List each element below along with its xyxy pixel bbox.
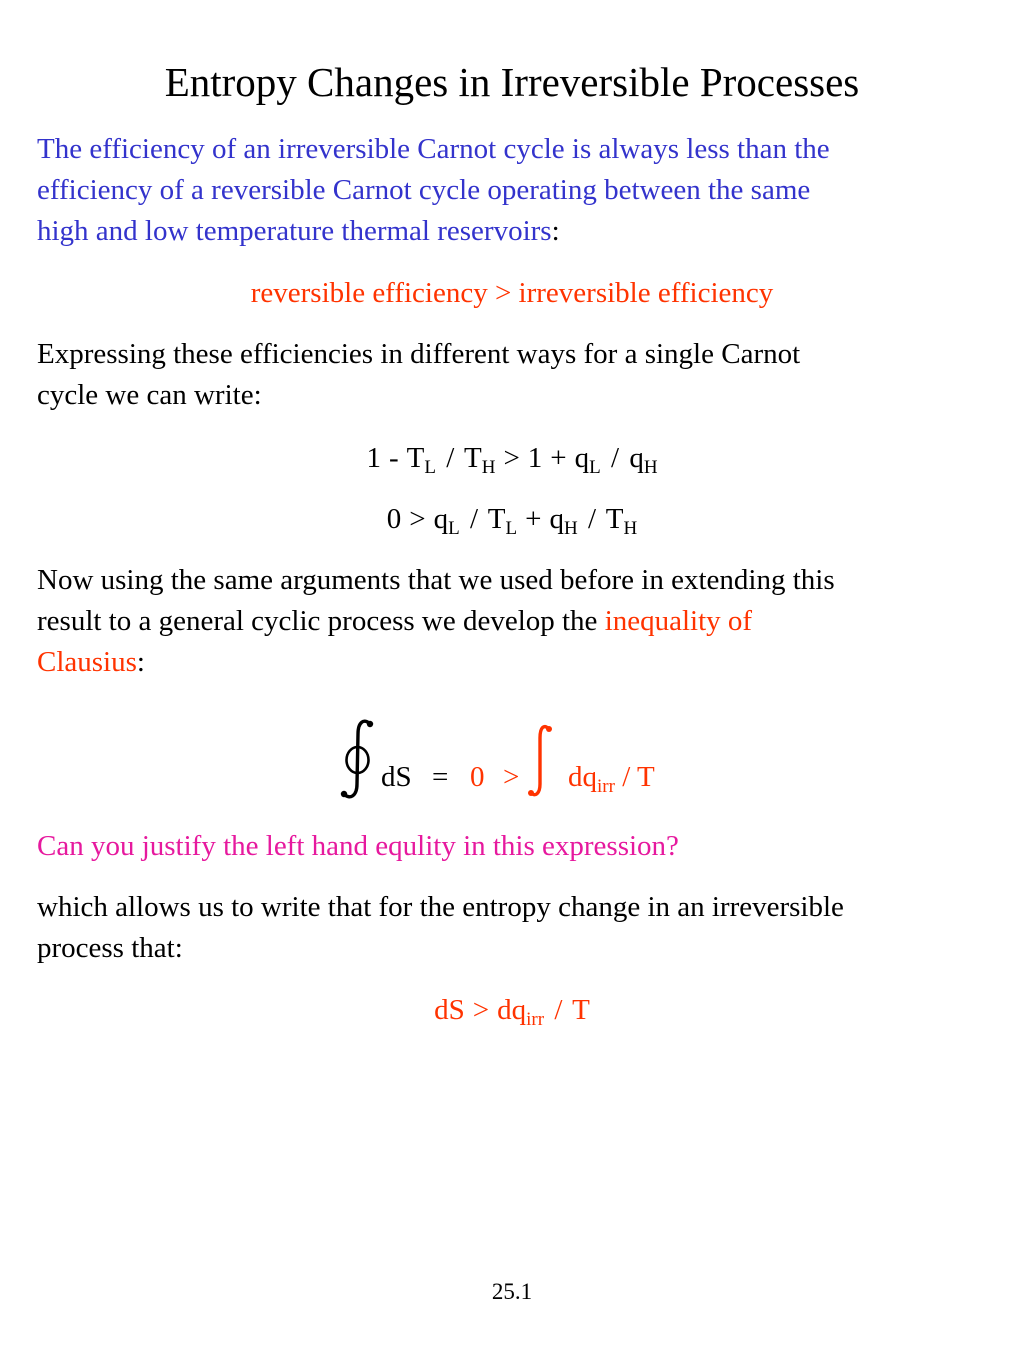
inequality-of-highlight: inequality of — [604, 605, 753, 637]
eq1-one: 1 — [366, 442, 381, 474]
question-line: Can you justify the left hand equlity in this expression? — [37, 830, 679, 862]
final-inequality — [0, 990, 1024, 1031]
clausius-over-T: / T — [622, 761, 655, 793]
eq1-T: T — [406, 442, 425, 474]
eq2-plus: + — [525, 503, 542, 535]
eq2-q2: q — [549, 503, 564, 535]
now-using-colon: : — [136, 646, 145, 678]
intro-line-3 — [37, 211, 830, 252]
clausius-sub-irr: irr — [597, 776, 615, 797]
allows-line-2: process that: — [37, 932, 183, 964]
final-gt: > — [472, 994, 490, 1026]
equation-1 — [0, 438, 1024, 479]
eq1-gt: > — [503, 442, 520, 474]
efficiency-inequality: reversible efficiency > irreversible efficiency — [250, 277, 774, 309]
clausius-equals: = — [432, 761, 449, 793]
final-over-T: / T — [554, 994, 590, 1026]
eq2-zero: 0 — [386, 503, 402, 535]
eq1-plus: + — [550, 442, 567, 474]
eq1-minus: - — [388, 442, 399, 474]
intro-colon: : — [551, 215, 560, 247]
eq2-q: q — [433, 503, 449, 535]
allows-paragraph — [37, 887, 844, 969]
eq1-sub-L2: L — [589, 457, 601, 478]
eq1-one2: 1 — [527, 442, 543, 474]
clausius-inequality — [381, 757, 412, 798]
eq1-slash: / — [446, 442, 455, 474]
expressing-line-2: cycle we can write: — [37, 379, 262, 411]
eq2-T2: T — [605, 503, 624, 535]
eq2-gt: > — [409, 503, 426, 535]
now-using-line-2 — [37, 601, 835, 642]
eq2-sub-H: H — [563, 518, 578, 539]
clausius-zero: 0 — [470, 761, 485, 793]
clausius-highlight: Clausius — [37, 646, 137, 678]
eq1-sub-H: H — [481, 457, 496, 478]
eq2-sub-L2: L — [505, 518, 518, 539]
clausius-dq: dq — [568, 761, 597, 793]
now-using-line-1: Now using the same arguments that we used before in extending this — [37, 564, 835, 596]
final-dS: dS — [434, 994, 465, 1026]
allows-line-1: which allows us to write that for the entropy change in an irreversible — [37, 891, 844, 923]
now-using-line-2-text: result to a general cyclic process we develop the — [37, 605, 605, 637]
expressing-paragraph — [37, 334, 800, 416]
intro-line-1: The efficiency of an irreversible Carnot cycle is always less than the — [37, 133, 830, 165]
integral-symbol — [527, 724, 555, 798]
now-using-line-3 — [37, 642, 835, 683]
eq2-sub-H2: H — [623, 518, 638, 539]
contour-integral-symbol — [340, 718, 380, 802]
eq1-slash2: / — [611, 442, 620, 474]
eq2-slash: / — [470, 503, 479, 535]
eq1-sub-L: L — [424, 457, 436, 478]
equation-2 — [0, 499, 1024, 540]
final-sub-irr: irr — [526, 1009, 545, 1030]
eq2-slash2: / — [587, 503, 597, 535]
intro-paragraph — [37, 129, 830, 252]
page-title: Entropy Changes in Irreversible Processes — [164, 59, 860, 105]
eq2-sub-L: L — [448, 518, 460, 539]
final-dq: dq — [497, 994, 527, 1026]
eq2-T: T — [487, 503, 506, 535]
eq1-sub-H2: H — [643, 457, 658, 478]
eq1-T2: T — [463, 442, 482, 474]
now-using-paragraph — [37, 560, 835, 683]
page-number: 25.1 — [491, 1279, 533, 1304]
eq1-q2: q — [629, 442, 644, 474]
clausius-dS: dS — [381, 761, 412, 793]
eq1-q: q — [574, 442, 590, 474]
intro-line-3-text: high and low temperature thermal reservoirs — [37, 215, 552, 247]
clausius-gt: > — [503, 761, 520, 793]
expressing-line-1: Expressing these efficiencies in different ways for a single Carnot — [37, 338, 801, 370]
clausius-dq-irr-over-T — [568, 757, 655, 798]
intro-line-2: efficiency of a reversible Carnot cycle operating between the same — [37, 174, 811, 206]
